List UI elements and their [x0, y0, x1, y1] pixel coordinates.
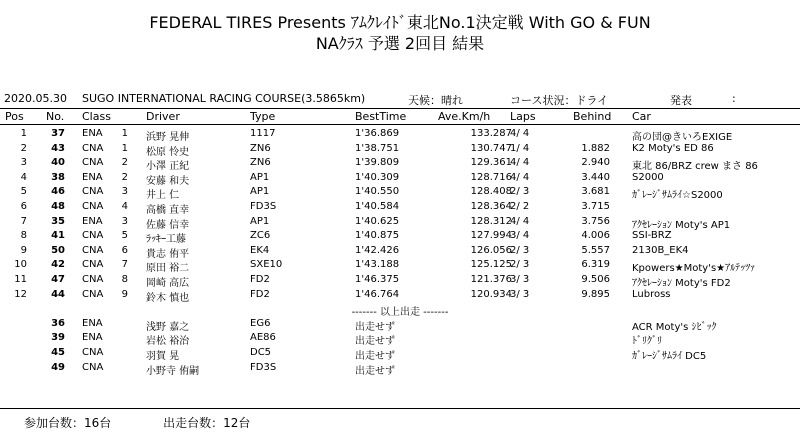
average-speed: 130.747 [470, 142, 512, 154]
gap-behind: 3.756 [581, 215, 610, 227]
column-headers [0, 110, 800, 124]
driver: 岡崎 高広 [146, 277, 190, 289]
entries-count: 参加台数：16台 [24, 416, 112, 430]
average-speed: 125.125 [470, 259, 512, 271]
car-number: 49 [51, 361, 65, 373]
table-row [0, 128, 800, 143]
laps: 3/ 3 [510, 288, 530, 300]
class-position: 8 [121, 273, 128, 285]
car-type: AP1 [250, 215, 270, 227]
table-row [0, 157, 800, 172]
position: 9 [20, 244, 27, 256]
gap-behind: 4.006 [581, 230, 610, 242]
car-number: 41 [51, 230, 65, 242]
event-date: 2020.05.30 [4, 92, 67, 105]
position: 11 [14, 273, 27, 285]
average-speed: 127.994 [470, 230, 512, 242]
car-type: FD3S [250, 200, 277, 212]
driver: 松原 怜史 [146, 146, 190, 158]
start-status: 出走せず [355, 350, 395, 362]
car-name: SSI-BRZ [632, 230, 672, 242]
car-name: 高の団@きいろEXIGE [632, 132, 733, 143]
driver: 浜野 晃伸 [146, 132, 190, 143]
starters-count: 出走台数：12台 [163, 416, 251, 430]
document-title: FEDERAL TIRES Presents ｱﾑｸﾚｲﾄﾞ東北No.1決定戦 With GO & FUN [149, 13, 651, 32]
car-type: ZC6 [250, 230, 271, 242]
average-speed: 128.364 [470, 200, 512, 212]
footer [24, 414, 298, 431]
average-speed: 128.408 [470, 186, 512, 198]
gap-behind: 2.940 [581, 157, 610, 169]
average-speed: 133.287 [470, 128, 512, 139]
car-number: 45 [51, 346, 65, 358]
average-speed: 129.361 [470, 157, 512, 169]
laps: 3/ 4 [510, 230, 530, 242]
class: CNA [82, 244, 104, 256]
average-speed: 120.934 [470, 288, 512, 300]
best-time: 1'40.875 [355, 230, 400, 242]
car-number: 36 [51, 317, 65, 329]
car-type: AP1 [250, 186, 270, 198]
average-speed: 126.056 [470, 244, 512, 256]
car-number: 43 [51, 142, 65, 154]
class: CNA [82, 288, 104, 300]
car-name: ｶﾞﾚｰｼﾞｻﾑﾗｲ DC5 [632, 350, 707, 362]
col-best: BestTime [355, 110, 407, 123]
best-time: 1'43.188 [355, 259, 400, 271]
class-position: 2 [121, 171, 128, 183]
driver: 高橋 直幸 [146, 204, 190, 216]
table-row [0, 259, 800, 274]
class: CNA [82, 346, 104, 358]
car-name: 2130B_EK4 [632, 244, 689, 256]
laps: 2/ 3 [510, 244, 530, 256]
footer-rule [0, 408, 800, 409]
driver: 原田 裕二 [146, 263, 190, 275]
position: 10 [14, 259, 27, 271]
gap-behind: 1.882 [581, 142, 610, 154]
car-number: 48 [51, 200, 65, 212]
table-row [0, 216, 800, 231]
best-time: 1'36.869 [355, 128, 400, 139]
col-behind: Behind [573, 110, 612, 123]
class-position: 1 [121, 128, 128, 139]
car-number: 50 [51, 244, 65, 256]
best-time: 1'40.550 [355, 186, 400, 198]
class: CNA [82, 186, 104, 198]
gap-behind: 3.715 [581, 200, 610, 212]
car-number: 35 [51, 215, 65, 227]
car-type: FD3S [250, 361, 277, 373]
gap-behind: 6.319 [581, 259, 610, 271]
col-laps: Laps [510, 110, 536, 123]
table-row [0, 274, 800, 289]
position: 5 [20, 186, 27, 198]
car-name: ﾄﾞﾘｸﾞﾘ [632, 336, 662, 348]
event-info [0, 92, 800, 108]
car-type: EK4 [250, 244, 270, 256]
dns-row [0, 347, 800, 362]
average-speed: 121.376 [470, 273, 512, 285]
car-number: 39 [51, 332, 65, 344]
class: CNA [82, 230, 104, 242]
class-position: 6 [121, 244, 128, 256]
laps: 2/ 2 [510, 200, 530, 212]
table-row [0, 186, 800, 201]
class-position: 9 [121, 288, 128, 300]
best-time: 1'38.751 [355, 142, 400, 154]
col-car: Car [632, 110, 651, 123]
class: ENA [82, 171, 103, 183]
car-type: FD2 [250, 273, 270, 285]
position: 4 [20, 171, 27, 183]
class: ENA [82, 215, 103, 227]
col-class: Class [82, 110, 111, 123]
document-subtitle: NAｸﾗｽ 予選 2回目 結果 [315, 34, 485, 53]
car-number: 47 [51, 273, 65, 285]
laps: 3/ 3 [510, 273, 530, 285]
best-time: 1'46.375 [355, 273, 400, 285]
track-condition: コース状況：ドライ [510, 94, 609, 107]
class-position: 3 [121, 186, 128, 198]
laps: 2/ 3 [510, 186, 530, 198]
car-type: ZN6 [250, 157, 271, 169]
best-time: 1'40.309 [355, 171, 400, 183]
best-time: 1'39.809 [355, 157, 400, 169]
best-time: 1'42.426 [355, 244, 400, 256]
car-type: ZN6 [250, 142, 271, 154]
driver: 浅野 嘉之 [146, 321, 190, 333]
col-driver: Driver [146, 110, 180, 123]
car-number: 40 [51, 157, 65, 169]
header-rule-top [0, 108, 800, 109]
class: ENA [82, 332, 103, 344]
driver: 安藤 和夫 [146, 175, 190, 187]
driver: 井上 仁 [146, 190, 180, 202]
gap-behind: 3.681 [581, 186, 610, 198]
dns-row [0, 332, 800, 347]
driver: 鈴木 慎也 [146, 292, 190, 304]
gap-behind: 9.506 [581, 273, 610, 285]
class: CNA [82, 142, 104, 154]
laps: 4/ 4 [510, 171, 530, 183]
car-type: AP1 [250, 171, 270, 183]
car-name: ACR Moty's ｼﾋﾞｯｸ [632, 321, 717, 333]
best-time: 1'46.764 [355, 288, 400, 300]
col-type: Type [250, 110, 276, 123]
car-name: Lubross [632, 288, 671, 300]
driver: 貴志 侑平 [146, 248, 190, 260]
driver: 岩松 裕治 [146, 336, 190, 348]
car-number: 44 [51, 288, 65, 300]
position: 6 [20, 200, 27, 212]
start-status: 出走せず [355, 321, 395, 333]
position: 8 [20, 230, 27, 242]
table-row [0, 230, 800, 245]
car-type: SXE10 [250, 259, 283, 271]
table-row [0, 143, 800, 158]
car-type: EG6 [250, 317, 271, 329]
car-name: ｱｸｾﾚｰｼｮﾝ Moty's FD2 [632, 277, 731, 289]
position: 1 [20, 128, 27, 139]
announce-label: 発表 [670, 94, 692, 107]
position: 3 [20, 157, 27, 169]
laps: 4/ 4 [510, 157, 530, 169]
driver: 小澤 正紀 [146, 161, 190, 173]
car-name: Kpowers★Moty's★ｱﾙﾃｯﾂｧ [632, 263, 756, 275]
laps: 2/ 3 [510, 259, 530, 271]
starters-separator: ------- 以上出走 ------- [351, 307, 449, 319]
car-name: K2 Moty's ED 86 [632, 142, 714, 154]
col-no: No. [46, 110, 65, 123]
position: 7 [20, 215, 27, 227]
car-number: 42 [51, 259, 65, 271]
car-name: S2000 [632, 171, 664, 183]
table-row [0, 172, 800, 187]
dns-row [0, 362, 800, 377]
class: CNA [82, 273, 104, 285]
class-position: 7 [121, 259, 128, 271]
car-number: 37 [51, 128, 65, 139]
car-type: DC5 [250, 346, 272, 358]
best-time: 1'40.584 [355, 200, 400, 212]
best-time: 1'40.625 [355, 215, 400, 227]
average-speed: 128.716 [470, 171, 512, 183]
laps: 4/ 4 [510, 215, 530, 227]
car-type: 1117 [250, 128, 276, 139]
weather: 天候：晴れ [408, 94, 463, 107]
laps: 4/ 4 [510, 128, 530, 139]
driver: ﾗｯｷｰ工藤 [146, 234, 186, 246]
class: CNA [82, 157, 104, 169]
car-type: AE86 [250, 332, 276, 344]
driver: 佐藤 信幸 [146, 219, 190, 231]
class-position: 4 [121, 200, 128, 212]
header-rule-bottom [0, 124, 800, 125]
table-row [0, 245, 800, 260]
course-name: SUGO INTERNATIONAL RACING COURSE(3.5865km) [82, 92, 366, 105]
average-speed: 128.312 [470, 215, 512, 227]
position: 2 [20, 142, 27, 154]
gap-behind: 9.895 [581, 288, 610, 300]
car-name: ｶﾞﾚｰｼﾞｻﾑﾗｲ☆S2000 [632, 190, 723, 202]
start-status: 出走せず [355, 365, 395, 377]
car-name: 東北 86/BRZ crew まさ 86 [632, 161, 758, 173]
class-position: 1 [121, 142, 128, 154]
start-status: 出走せず [355, 336, 395, 348]
car-number: 38 [51, 171, 65, 183]
col-avg: Ave.Km/h [438, 110, 491, 123]
position: 12 [14, 288, 27, 300]
car-type: FD2 [250, 288, 270, 300]
gap-behind: 5.557 [581, 244, 610, 256]
announce-time: : [732, 92, 736, 105]
class-position: 2 [121, 157, 128, 169]
gap-behind: 3.440 [581, 171, 610, 183]
class: CNA [82, 200, 104, 212]
driver: 小野寺 侑嗣 [146, 365, 200, 377]
results-table [0, 128, 800, 376]
class: CNA [82, 259, 104, 271]
class: ENA [82, 128, 103, 139]
class: ENA [82, 317, 103, 329]
driver: 羽賀 晃 [146, 350, 180, 362]
laps: 1/ 4 [510, 142, 530, 154]
class: CNA [82, 361, 104, 373]
car-name: ｱｸｾﾚｰｼｮﾝ Moty's AP1 [632, 219, 731, 231]
class-position: 5 [121, 230, 128, 242]
dns-row [0, 318, 800, 333]
table-row [0, 201, 800, 216]
class-position: 3 [121, 215, 128, 227]
table-row [0, 289, 800, 304]
col-pos: Pos [5, 110, 24, 123]
car-number: 46 [51, 186, 65, 198]
